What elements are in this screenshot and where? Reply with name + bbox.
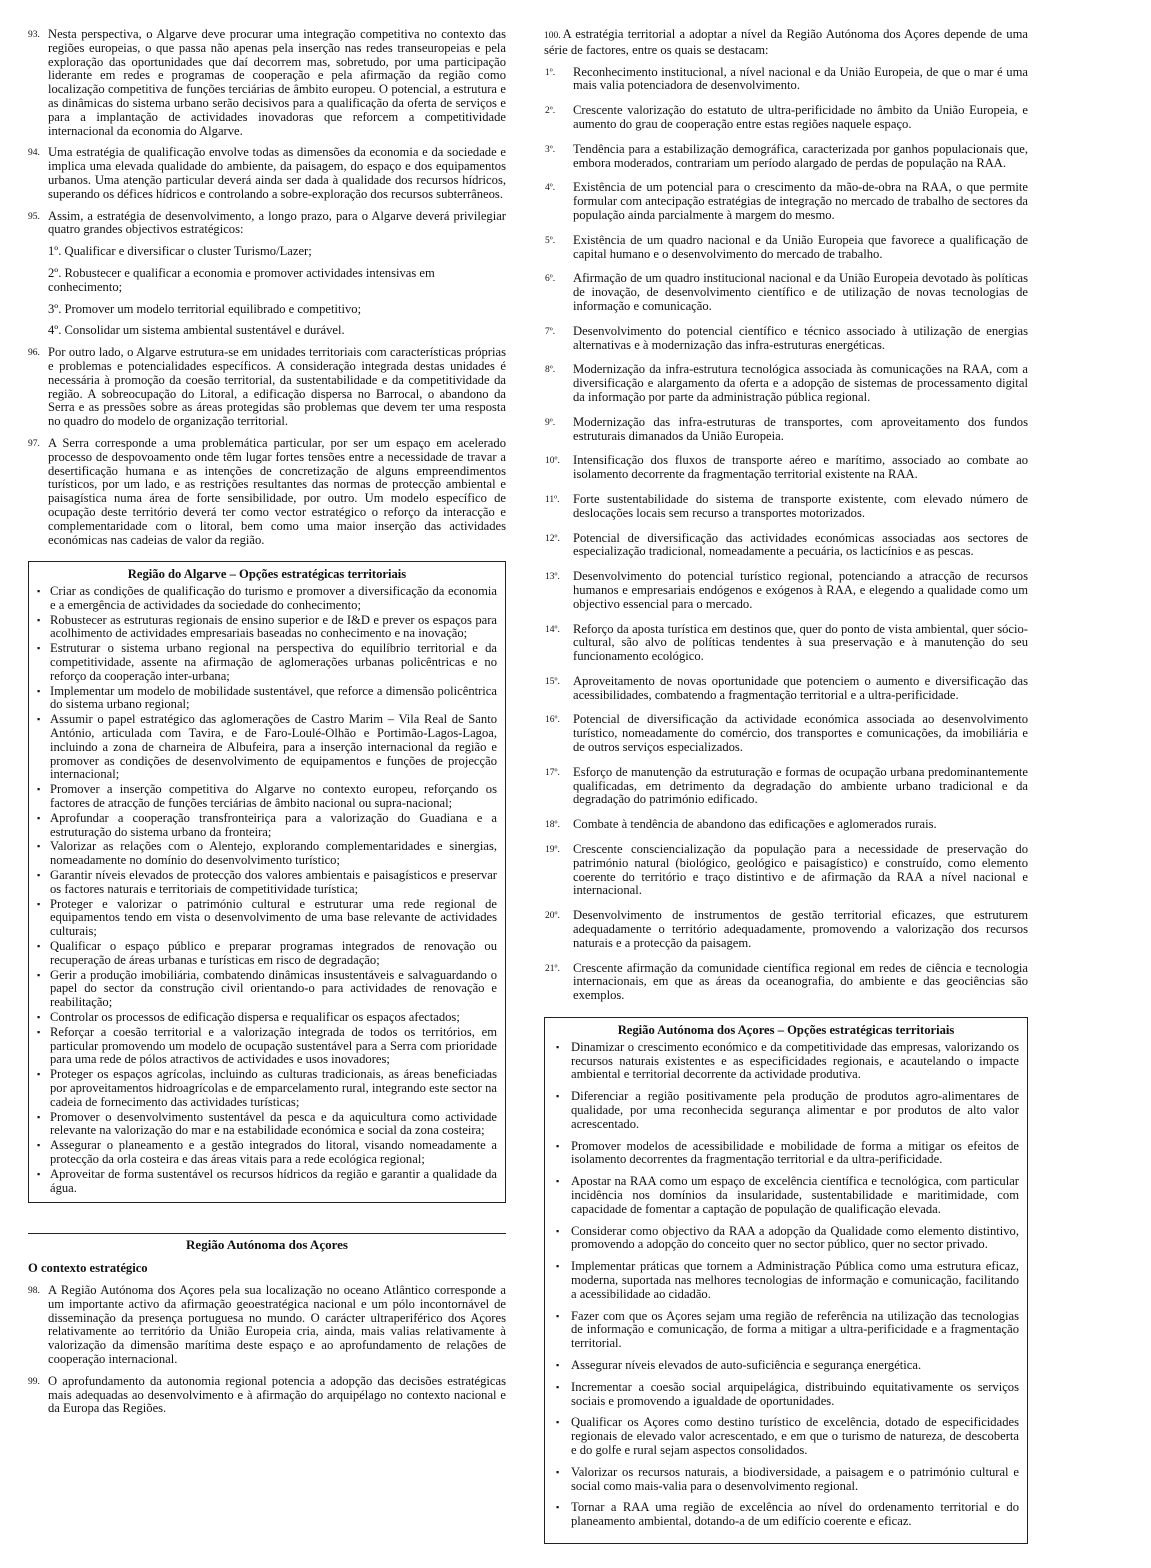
factor-text: Crescente afirmação da comunidade científica regional em redes de ciência e tecnologia internacionais, em que as áreas da oceanografia, do ambiente e das geociências são exemplos.: [573, 960, 1028, 1003]
factor-item: [544, 843, 1028, 898]
paragraph-number: 99.: [28, 1376, 40, 1387]
factor-text: Aproveitamento de novas oportunidade que potenciem o aumento e diversificação das acessibilidades, combatendo a fragmentação territorial e a ultra-perificidade.: [573, 673, 1028, 702]
box-list-text: Dinamizar o crescimento económico e da competitividade das empresas, valorizando os recursos naturais existentes e as especificidades regionais, e acautelando o impacte ambiental e territorial decorrente da actividade produtiva.: [571, 1039, 1019, 1082]
box-title: Região Autónoma dos Açores – Opções estratégicas territoriais: [617, 1023, 955, 1038]
algarve-options-list: [37, 585, 497, 1195]
factor-text: Tendência para a estabilização demográfica, caracterizada por ganhos populacionais que, embora moderados, contrariam um período alargado de perdas de população na RAA.: [573, 141, 1028, 170]
bullet-icon: ▪: [37, 1168, 41, 1179]
bullet-icon: ▪: [37, 614, 41, 625]
bullet-icon: ▪: [37, 1069, 41, 1080]
bullet-icon: ▪: [556, 1381, 560, 1392]
factor-item: [544, 234, 1028, 262]
bullet-icon: ▪: [556, 1041, 560, 1052]
box-list-item: [37, 1068, 497, 1109]
box-list-text: Estruturar o sistema urbano regional na perspectiva do equilíbrio territorial e da competitividade, assente na afirmação de aglomerações urbanas policêntricas e no reforço da cooperação inter-urbana;: [50, 641, 497, 683]
paragraph-94: [28, 146, 506, 201]
factor-item: [544, 570, 1028, 611]
strategic-objectives-list: [48, 245, 506, 338]
box-list-item: [37, 1026, 497, 1067]
box-list-item: [553, 1310, 1019, 1351]
paragraph-number: 97.: [28, 438, 40, 449]
paragraph-text: A Região Autónoma dos Açores pela sua localização no oceano Atlântico corresponde a um importante activo da afirmação geoestratégica nacional e um pólo incontornável de disseminação da presença portuguesa no mundo. O carácter ultraperiférico dos Açores relativamente ao território da União Europeia cria, ainda, mais valias relativamente à valorização da dimensão marítima deste espaço e ao aprofundamento de relações de cooperação internacional.: [48, 1282, 506, 1366]
box-list-item: [553, 1381, 1019, 1409]
box-list-item: [37, 898, 497, 939]
box-list-text: Garantir níveis elevados de protecção dos valores ambientais e paisagísticos e preservar os factores naturais e territoriais de competitividade turística;: [50, 868, 497, 896]
box-list-text: Reforçar a coesão territorial e a valorização integrada de todos os territórios, em particular promovendo um modelo de ocupação sustentável para a Serra com prioridade para uma rede de pólos atractivos de actividades e usos inovadores;: [50, 1024, 497, 1067]
paragraph-97: [28, 437, 506, 547]
bullet-icon: ▪: [37, 1026, 41, 1037]
box-list-text: Promover o desenvolvimento sustentável da pesca e da aquicultura como actividade relevante na valorização do mar e na estabilidade económica e social da zona costeira;: [50, 1109, 497, 1138]
bullet-icon: ▪: [37, 841, 41, 852]
paragraph-number: 96.: [28, 348, 40, 359]
factor-item: [544, 416, 1028, 444]
factor-number: 8º.: [545, 365, 556, 376]
subsection-title: O contexto estratégico: [28, 1261, 148, 1276]
factor-item: [544, 713, 1028, 754]
box-list-item: [37, 685, 497, 713]
factor-text: Modernização da infra-estrutura tecnológica associada às comunicações na RAA, com a diversificação e alargamento da oferta e a adopção de sistemas de processamento digital da informação por parte da administração pública regional.: [573, 362, 1028, 404]
bullet-icon: ▪: [556, 1091, 560, 1102]
bullet-icon: ▪: [37, 586, 41, 597]
paragraph-number: 100.: [544, 31, 561, 41]
box-list-item: [37, 940, 497, 968]
factor-text: Crescente valorização do estatuto de ultra-perificidade no âmbito da União Europeia, e aumento do grau de cooperação entre estas regiões naquele espaço.: [573, 103, 1028, 131]
factor-number: 20º.: [545, 911, 560, 922]
bullet-icon: ▪: [556, 1310, 560, 1321]
factor-number: 1º.: [545, 67, 556, 78]
factor-item: [544, 532, 1028, 560]
box-list-item: [37, 812, 497, 840]
box-list-text: Assumir o papel estratégico das aglomerações de Castro Marim – Vila Real de Santo António, articulada com Tavira, e de Faro-Loulé-Olhão e Portimão-Lagos-Lagoa, incluindo a zona de charneira de Albufeira, para a inserção internacional da região e promover as condições de desenvolvimento de equipamentos e funções de projecção internacional;: [50, 712, 497, 782]
factor-item: [544, 766, 1028, 807]
box-list-item: [37, 869, 497, 897]
factor-number: 19º.: [545, 845, 560, 856]
bullet-icon: ▪: [556, 1261, 560, 1272]
bullet-icon: ▪: [37, 870, 41, 881]
factor-number: 9º.: [545, 417, 556, 428]
factor-item: [544, 623, 1028, 664]
objective-item: 3º. Promover um modelo territorial equilibrado e competitivo;: [48, 301, 362, 316]
paragraph-93: [28, 28, 506, 138]
factor-text: Potencial de diversificação da actividade económica associada ao desenvolvimento turístico, nomeadamente do comércio, dos transportes e comunicações, da imobiliária e de outros serviços especializados.: [573, 712, 1028, 755]
factor-number: 17º.: [545, 767, 560, 778]
paragraph-text: O aprofundamento da autonomia regional potencia a adopção das decisões estratégicas mais adequadas ao desenvolvimento e à afirmação do arquipélago no contexto nacional e da Europa das Regiões.: [48, 1373, 506, 1416]
box-list-item: [37, 969, 497, 1010]
objective-item: 1º. Qualificar e diversificar o cluster Turismo/Lazer;: [48, 244, 312, 259]
bullet-icon: ▪: [37, 969, 41, 980]
box-list-text: Aprofundar a cooperação transfronteiriça para a valorização do Guadiana e a estruturação do sistema urbano da fronteira;: [50, 810, 497, 839]
box-list-item: [553, 1225, 1019, 1253]
box-list-item: [553, 1090, 1019, 1131]
factor-text: Modernização das infra-estruturas de transportes, com aproveitamento dos fundos estruturais dimanados da União Europeia.: [573, 414, 1028, 443]
paragraph-95: [28, 210, 506, 238]
factor-item: [544, 363, 1028, 404]
bullet-icon: ▪: [556, 1140, 560, 1151]
bullet-icon: ▪: [556, 1417, 560, 1428]
section-title: Região Autónoma dos Açores: [28, 1233, 506, 1252]
box-list-item: [37, 1011, 497, 1025]
factor-item: [544, 493, 1028, 521]
box-list-text: Tornar a RAA uma região de excelência ao nível do ordenamento territorial e do planeamento ambiental, dotando-a de um edifício coerente e eficaz.: [571, 1500, 1019, 1529]
factor-text: Reconhecimento institucional, a nível nacional e da União Europeia, de que o mar é uma mais valia potenciadora de desenvolvimento.: [573, 64, 1028, 93]
factor-text: Desenvolvimento de instrumentos de gestão territorial eficazes, que estruturem adequadamente o território adequadamente, promovendo a valorização dos recursos naturais e a protecção da paisagem.: [573, 908, 1028, 950]
factor-item: [544, 272, 1028, 313]
box-list-text: Proteger e valorizar o património cultural e estruturar uma rede regional de equipamentos tendo em vista o desenvolvimento de uma base relevante de actividades culturais;: [50, 896, 497, 939]
paragraph-text: Por outro lado, o Algarve estrutura-se em unidades territoriais com características próprias e problemas e potencialidades específicos. A consideração integrada destas unidades é necessária à promoção da coesão territorial, da sustentabilidade e da competitividade da região. A sobreocupação do Litoral, a edificação dispersa no Barrocal, o abandono da Serra e as pressões sobre as áreas protegidas são problemas que devem ter uma resposta no quadro do modelo de organização territorial.: [48, 345, 506, 429]
box-title: Região do Algarve – Opções estratégicas territoriais: [127, 567, 407, 582]
factor-item: [544, 909, 1028, 950]
paragraph-text: Uma estratégia de qualificação envolve todas as dimensões da economia e da sociedade e implica uma elevada qualidade do ambiente, da paisagem, do espaço e dos equipamentos urbanos. Uma atenção particular deverá ainda ser dada à qualidade dos recursos hídricos, superando os défices hídricos e controlando a sobre-exploração dos recursos subterrâneos.: [48, 145, 506, 201]
factor-item: [544, 325, 1028, 353]
factor-text: Existência de um quadro nacional e da União Europeia que favorece a qualificação de capital humano e o desenvolvimento do mercado de trabalho.: [573, 232, 1028, 261]
factor-number: 14º.: [545, 624, 560, 635]
box-list-text: Qualificar o espaço público e preparar programas integrados de renovação ou recuperação de áreas urbanas e turísticas em risco de degradação;: [50, 939, 497, 967]
box-list-item: [37, 642, 497, 683]
bullet-icon: ▪: [556, 1502, 560, 1513]
factors-list: [544, 66, 1028, 1003]
factor-text: Potencial de diversificação das actividades económicas associadas aos sectores de especialização tradicional, nomeadamente a pecuária, os lacticínios e as pescas.: [573, 530, 1028, 559]
box-list-item: [37, 840, 497, 868]
box-list-text: Fazer com que os Açores sejam uma região de referência na utilização das tecnologias de informação e comunicação, de forma a mitigar a ultra-perificidade e a fragmentação territorial.: [571, 1308, 1019, 1351]
box-list-item: [553, 1501, 1019, 1529]
bullet-icon: ▪: [37, 685, 41, 696]
box-list-text: Incrementar a coesão social arquipelágica, distribuindo equitativamente os serviços sociais e promovendo a igualdade de oportunidades.: [571, 1379, 1019, 1408]
bullet-icon: ▪: [37, 1111, 41, 1122]
box-list-text: Qualificar os Açores como destino turístico de excelência, dotado de especificidades regionais de elevado valor acrescentado, e em que o turismo de natureza, de descoberta e do golfe e rural sejam aspectos consolidados.: [571, 1415, 1019, 1457]
box-list-text: Proteger os espaços agrícolas, incluindo as culturas tradicionais, as áreas beneficiadas por aproveitamentos hidroagrícolas e de emparcelamento rural, integrando este sector na cadeia de fornecimento das actividades turísticas;: [50, 1067, 497, 1109]
box-list-item: [37, 713, 497, 782]
box-list-text: Considerar como objectivo da RAA a adopção da Qualidade como elemento distintivo, promovendo a adopção do conceito quer no sector público, quer no sector privado.: [571, 1223, 1019, 1252]
paragraph-number: 93.: [28, 30, 40, 40]
bullet-icon: ▪: [556, 1466, 560, 1477]
factor-text: Intensificação dos fluxos de transporte aéreo e marítimo, associado ao combate ao isolamento decorrente da fragmentação territorial existente na RAA.: [573, 453, 1028, 482]
paragraph-text: Nesta perspectiva, o Algarve deve procurar uma integração competitiva no contexto das regiões europeias, o que passa não apenas pela inserção nas redes transeuropeias e pela exploração das oportunidades que daí decorrem mas, sobretudo, por uma participação liderante em redes e programas de cooperação e pela afirmação da região como localização competitiva de funções terciárias de âmbito europeu. O potencial, a estrutura e as dinâmicas do sistema urbano serão decisivos para a qualificação da oferta de serviços e para a implantação de actividades inovadoras que reforcem a competitividade internacional da economia do Algarve.: [48, 27, 506, 138]
box-list-text: Assegurar níveis elevados de auto-suficiência e segurança energética.: [571, 1357, 922, 1372]
factor-number: 16º.: [545, 715, 560, 726]
paragraph-99: [28, 1375, 506, 1416]
factor-item: [544, 66, 1028, 94]
box-list-text: Robustecer as estruturas regionais de ensino superior e de I&D e prever os espaços para acolhimento de actividades empresariais baseadas no conhecimento e na inovação;: [50, 612, 497, 641]
bullet-icon: ▪: [37, 898, 41, 909]
paragraph-number: 98.: [28, 1285, 40, 1296]
box-list-item: [37, 585, 497, 613]
factor-item: [544, 181, 1028, 222]
factor-text: Reforço da aposta turística em destinos que, quer do ponto de vista ambiental, quer sócio-cultural, são alvo de políticas tendentes à sua preservação e à manutenção do seu funcionamento ecológico.: [573, 621, 1028, 664]
paragraph-number: 94.: [28, 148, 40, 159]
bullet-icon: ▪: [37, 812, 41, 823]
factor-number: 18º.: [545, 820, 560, 831]
factor-text: Combate à tendência de abandono das edificações e aglomerados rurais.: [573, 817, 937, 832]
box-list-text: Promover modelos de acessibilidade e mobilidade de forma a mitigar os efeitos de isolamento decorrentes da fragmentação territorial e da ultra-perificidade.: [571, 1138, 1019, 1167]
factor-number: 6º.: [545, 274, 556, 285]
factor-item: [544, 962, 1028, 1003]
box-list-item: [553, 1041, 1019, 1082]
factor-item: [544, 675, 1028, 703]
bullet-icon: ▪: [37, 714, 41, 725]
factor-item: [544, 104, 1028, 132]
box-list-text: Implementar um modelo de mobilidade sustentável, que reforce a dimensão policêntrica do sistema urbano regional;: [50, 683, 497, 712]
box-list-text: Implementar práticas que tornem a Administração Pública como uma estrutura eficaz, moderna, suportada nas melhores tecnologias de informação e comunicação, facilitando a acessibilidade ao cidadão.: [571, 1259, 1019, 1301]
azores-options-list: [553, 1041, 1019, 1529]
paragraph-text: Assim, a estratégia de desenvolvimento, a longo prazo, para o Algarve deverá privilegiar quatro grandes objectivos estratégicos:: [48, 208, 506, 237]
box-list-item: [553, 1260, 1019, 1301]
box-list-text: Promover a inserção competitiva do Algarve no contexto europeu, reforçando os factores de atracção de funções terciárias de âmbito nacional ou supra-nacional;: [50, 782, 497, 811]
factor-number: 2º.: [545, 106, 556, 117]
right-column: [544, 28, 1028, 1544]
paragraph-text: A estratégia territorial a adoptar a nível da Região Autónoma dos Açores depende de uma série de factores, entre os quais se destacam:: [544, 27, 1028, 57]
bullet-icon: ▪: [37, 643, 41, 654]
box-list-text: Apostar na RAA como um espaço de excelência científica e tecnológica, com particular incidência nos domínios da insularidade, sustentabilidade e maritimidade, com capacidade de fomentar a captação de população de qualificação elevada.: [571, 1174, 1019, 1216]
factor-item: [544, 143, 1028, 171]
box-list-item: [37, 614, 497, 642]
bullet-icon: ▪: [556, 1359, 560, 1370]
box-list-item: [553, 1175, 1019, 1216]
factor-text: Afirmação de um quadro institucional nacional e da União Europeia devotado às políticas de inovação, de desenvolvimento científico e de utilização de novas tecnologias de informação e comunicação.: [573, 271, 1028, 313]
bullet-icon: ▪: [556, 1225, 560, 1236]
bullet-icon: ▪: [37, 941, 41, 952]
factor-number: 11º.: [545, 494, 560, 505]
factor-number: 4º.: [545, 183, 556, 194]
factor-text: Existência de um potencial para o crescimento da mão-de-obra na RAA, o que permite formular com antecipação estratégias de integração no mercado de trabalho de sectores da população ainda parcialmente à margem do mesmo.: [573, 180, 1028, 222]
factor-number: 3º.: [545, 144, 556, 155]
algarve-options-box: [28, 561, 506, 1203]
box-list-item: [37, 1111, 497, 1139]
box-list-text: Valorizar os recursos naturais, a biodiversidade, a paisagem e o património cultural e social como mais-valia para o desenvolvimento regional.: [571, 1464, 1019, 1493]
objective-item: 2º. Robustecer e qualificar a economia e promover actividades intensivas em conhecimento;: [48, 265, 435, 294]
factor-number: 5º.: [545, 235, 556, 246]
paragraph-100: [544, 28, 1028, 58]
azores-options-box: [544, 1017, 1028, 1544]
box-list-text: Aproveitar de forma sustentável os recursos hídricos da região e garantir a qualidade da água.: [50, 1166, 497, 1195]
box-list-text: Assegurar o planeamento e a gestão integrados do litoral, visando nomeadamente a protecção da orla costeira e das áreas vitais para a rede ecológica regional;: [50, 1138, 497, 1166]
factor-number: 10º.: [545, 456, 560, 467]
paragraph-98: [28, 1284, 506, 1367]
objective-item: 4º. Consolidar um sistema ambiental sustentável e durável.: [48, 323, 345, 338]
bullet-icon: ▪: [37, 1140, 41, 1151]
box-list-item: [553, 1416, 1019, 1457]
factor-text: Esforço de manutenção da estruturação e formas de ocupação urbana predominantemente qualificadas, em detrimento da degradação do ambiente urbano tradicional e da degradação do património edificado.: [573, 764, 1028, 807]
paragraph-text: A Serra corresponde a uma problemática particular, por ser um espaço em acelerado processo de despovoamento onde têm lugar fortes tensões entre a necessidade de travar a desertificação humana e as intenções de concretização de alguns empreendimentos turísticos, por um lado, e as restrições resultantes das normas de protecção ambiental e paisagística numa área de forte sensibilidade, por outro. Um modelo específico de ocupação deste território deverá ter como vector estratégico o reforço da interacção e complementaridade com o litoral, bem como uma maior inserção das actividades económicas nas cadeias de valor da região.: [48, 435, 506, 547]
factor-text: Crescente consciencialização da população para a necessidade de preservação do património natural (biológico, geológico e paisagístico) e construído, como elemento coerente do território e traço distintivo e de afirmação da RAA a nível nacional e internacional.: [573, 842, 1028, 898]
factor-number: 7º.: [545, 326, 556, 337]
box-list-item: [553, 1359, 1019, 1373]
factor-item: [544, 818, 1028, 832]
box-list-text: Diferenciar a região positivamente pela produção de produtos agro-alimentares de qualidade, por uma reconhecida segurança alimentar e por produtos de alto valor acrescentado.: [571, 1089, 1019, 1131]
factor-number: 15º.: [545, 676, 560, 687]
bullet-icon: ▪: [556, 1176, 560, 1187]
box-list-item: [37, 1139, 497, 1167]
bullet-icon: ▪: [37, 784, 41, 795]
factor-number: 12º.: [545, 533, 560, 544]
box-list-item: [37, 783, 497, 811]
paragraph-number: 95.: [28, 211, 40, 222]
factor-text: Desenvolvimento do potencial científico e técnico associado à utilização de energias alternativas e à modernização das infra-estruturas energéticas.: [573, 323, 1028, 352]
box-list-text: Valorizar as relações com o Alentejo, explorando complementaridades e sinergias, nomeadamente no domínio do desenvolvimento turístico;: [50, 839, 497, 868]
factor-number: 21º.: [545, 963, 560, 974]
factor-text: Forte sustentabilidade do sistema de transporte existente, com elevado número de deslocações locais sem recurso a transportes motorizados.: [573, 491, 1028, 520]
factor-item: [544, 454, 1028, 482]
factor-text: Desenvolvimento do potencial turístico regional, potenciando a atracção de recursos humanos e empresariais endógenos e exógenos à RAA, e elegendo a qualidade como um objectivo essencial para o mercado.: [573, 569, 1028, 611]
box-list-item: [553, 1466, 1019, 1494]
box-list-text: Criar as condições de qualificação do turismo e promover a diversificação da economia e a emergência de actividades da sociedade do conhecimento;: [50, 584, 497, 612]
factor-number: 13º.: [545, 572, 560, 583]
box-list-item: [553, 1140, 1019, 1168]
box-list-text: Controlar os processos de edificação dispersa e requalificar os espaços afectados;: [50, 1010, 460, 1024]
paragraph-96: [28, 346, 506, 429]
box-list-text: Gerir a produção imobiliária, combatendo dinâmicas insustentáveis e salvaguardando o papel do sector da construção civil orientando-o para actividades de renovação e reabilitação;: [50, 967, 497, 1010]
box-list-item: [37, 1168, 497, 1196]
bullet-icon: ▪: [37, 1012, 41, 1022]
left-column: [28, 28, 506, 1424]
